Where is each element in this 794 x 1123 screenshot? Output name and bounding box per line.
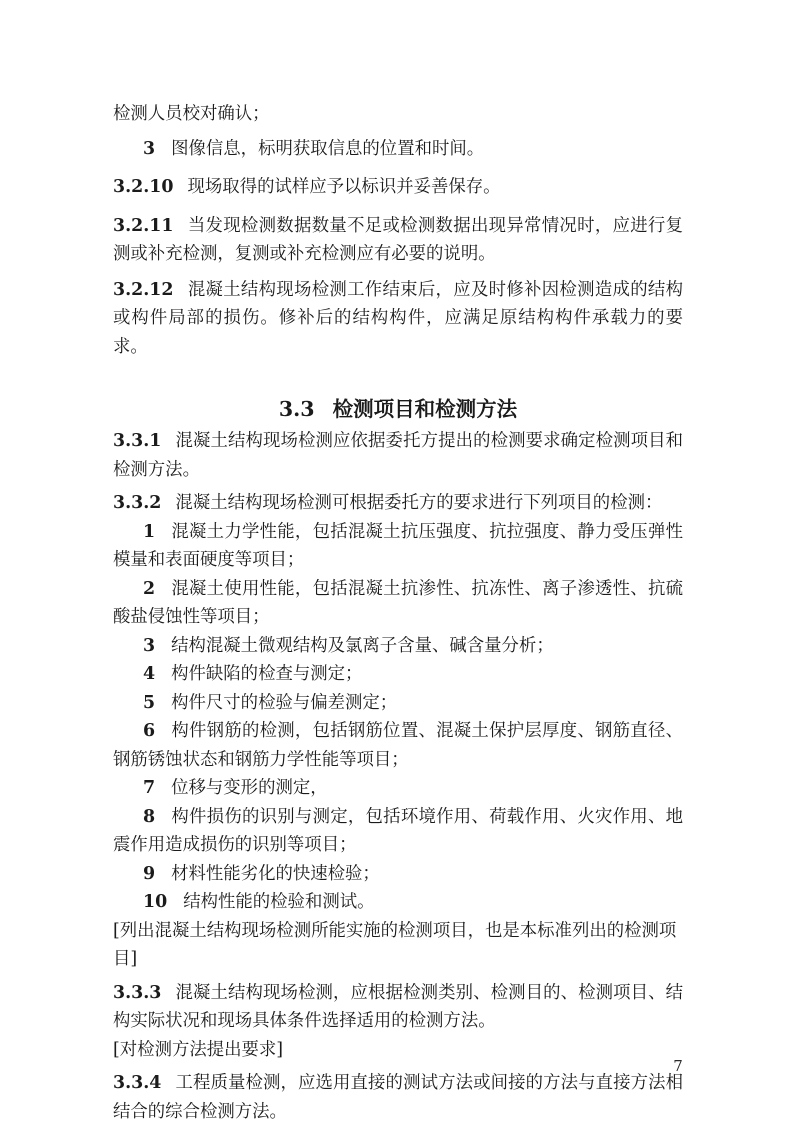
list-item-text: 混凝土使用性能，包括混凝土抗渗性、抗冻性、离子渗透性、抗硫酸盐侵蚀性等项目； xyxy=(113,578,683,627)
clause-text: 当发现检测数据数量不足或检测数据出现异常情况时，应进行复测或补充检测，复测或补充检测应有必要的说明。 xyxy=(113,215,683,264)
continuation-line: 检测人员校对确认； xyxy=(113,104,270,124)
list-item-text: 构件钢筋的检测，包括钢筋位置、混凝土保护层厚度、钢筋直径、钢筋锈蚀状态和钢筋力学性能等项目； xyxy=(113,721,683,770)
clause-3-3-3 xyxy=(113,979,683,1036)
list-item-3 xyxy=(113,632,683,661)
carryover-list-item xyxy=(113,135,683,164)
section-heading xyxy=(113,394,683,424)
list-item-number: 8 xyxy=(143,806,156,827)
clause-number: 3.2.12 xyxy=(113,279,174,300)
clause-number: 3.2.10 xyxy=(113,177,174,197)
list-item-number: 1 xyxy=(143,521,156,542)
editor-note-1: [列出混凝土结构现场检测所能实施的检测项目，也是本标准列出的检测项目] xyxy=(113,920,677,969)
list-item-number: 3 xyxy=(143,138,156,159)
clause-number: 3.3.1 xyxy=(113,431,162,451)
list-item-10 xyxy=(113,888,683,917)
list-item-text: 图像信息，标明获取信息的位置和时间。 xyxy=(171,138,485,159)
list-item-text: 结构性能的检验和测试。 xyxy=(183,892,375,912)
section-title: 检测项目和检测方法 xyxy=(332,397,518,421)
list-item-6 xyxy=(113,717,683,774)
clause-text: 混凝土结构现场检测应依据委托方提出的检测要求确定检测项目和检测方法。 xyxy=(113,431,683,480)
list-item-text: 混凝土力学性能，包括混凝土抗压强度、抗拉强度、静力受压弹性模量和表面硬度等项目； xyxy=(113,521,683,570)
list-item-9 xyxy=(113,860,683,889)
section-number: 3.3 xyxy=(278,397,315,421)
clause-text: 混凝土结构现场检测工作结束后，应及时修补因检测造成的结构或构件局部的损伤。修补后的结构构件，应满足原结构构件承载力的要求。 xyxy=(113,279,683,357)
list-item-text: 构件损伤的识别与测定，包括环境作用、荷载作用、火灾作用、地震作用造成损伤的识别等项目； xyxy=(113,806,683,855)
list-item-2 xyxy=(113,575,683,632)
clause-3-2-11 xyxy=(113,212,683,269)
clause-3-3-1 xyxy=(113,427,683,484)
clause-number: 3.3.4 xyxy=(113,1073,162,1093)
list-item-text: 构件缺陷的检查与测定； xyxy=(171,664,363,684)
clause-3-3-4 xyxy=(113,1069,683,1123)
clause-3-3-2 xyxy=(113,489,683,518)
list-item-text: 构件尺寸的检验与偏差测定； xyxy=(171,692,398,713)
list-item-text: 结构混凝土微观结构及氯离子含量、碱含量分析； xyxy=(171,635,554,656)
clause-text: 混凝土结构现场检测，应根据检测类别、检测目的、检测项目、结构实际状况和现场具体条件选择适用的检测方法。 xyxy=(113,982,683,1031)
list-item-text: 材料性能劣化的快速检验； xyxy=(171,863,380,884)
list-item-4 xyxy=(113,660,683,689)
list-item-number: 4 xyxy=(143,664,156,684)
list-item-5 xyxy=(113,689,683,718)
list-item-8 xyxy=(113,803,683,860)
list-item-7 xyxy=(113,774,683,803)
clause-number: 3.2.11 xyxy=(113,215,174,236)
list-item-number: 2 xyxy=(143,578,156,599)
clause-3-2-10 xyxy=(113,173,683,202)
editor-note-2: [对检测方法提出要求] xyxy=(113,1039,284,1060)
list-item-text: 位移与变形的测定， xyxy=(171,778,328,798)
list-item-number: 6 xyxy=(143,721,156,741)
list-item-number: 10 xyxy=(143,892,168,912)
clause-3-2-12 xyxy=(113,276,683,362)
clause-text: 混凝土结构现场检测可根据委托方的要求进行下列项目的检测： xyxy=(175,493,663,513)
clause-number: 3.3.2 xyxy=(113,493,162,513)
clause-number: 3.3.3 xyxy=(113,982,162,1003)
list-item-1 xyxy=(113,518,683,575)
clause-text: 现场取得的试样应予以标识并妥善保存。 xyxy=(187,177,501,197)
list-item-number: 9 xyxy=(143,863,156,884)
page-number: 7 xyxy=(673,1057,683,1075)
list-item-number: 5 xyxy=(143,692,156,713)
list-item-number: 3 xyxy=(143,635,156,656)
list-item-number: 7 xyxy=(143,778,156,798)
clause-text: 工程质量检测，应选用直接的测试方法或间接的方法与直接方法相结合的综合检测方法。 xyxy=(113,1073,683,1122)
page-body xyxy=(113,100,683,1123)
